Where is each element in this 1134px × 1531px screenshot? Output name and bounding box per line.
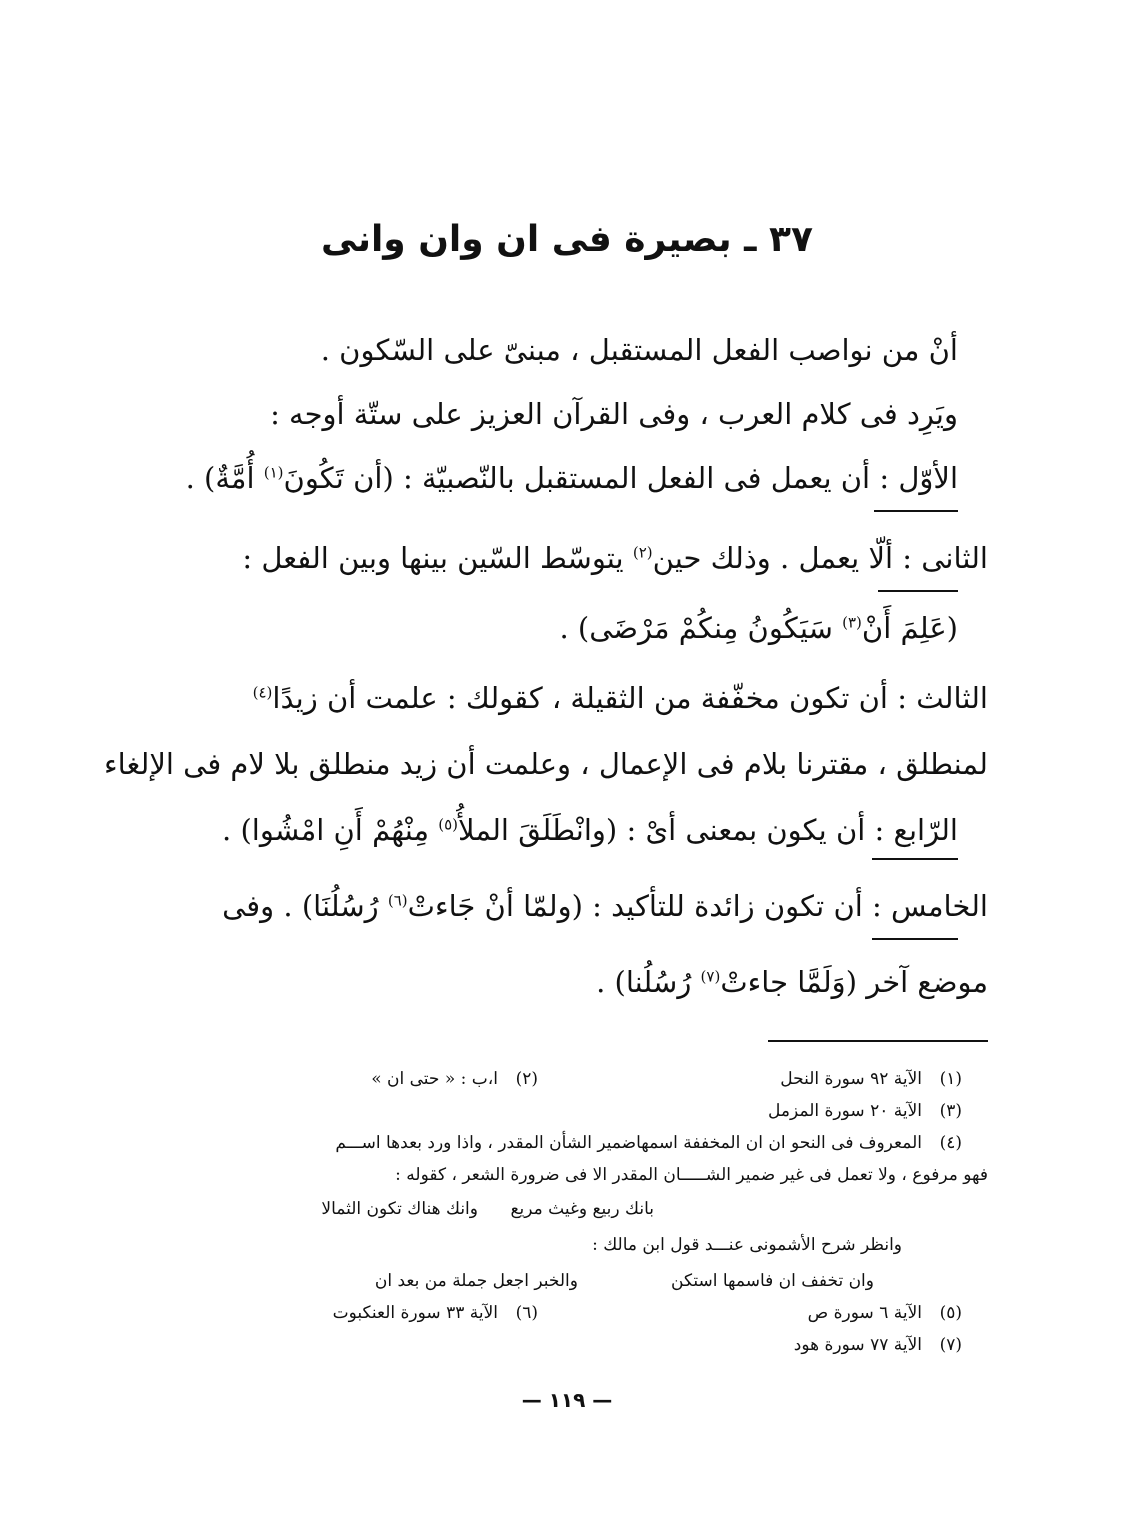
footnote-5 — [808, 1300, 962, 1326]
footnote-4-verse-2-a: وان تخفف ان فاسمها استكن — [671, 1271, 874, 1291]
body-line-second-quote — [559, 606, 958, 650]
footnote-6-number: (٦) — [515, 1303, 538, 1323]
footnote-3 — [768, 1098, 962, 1124]
case-label-first: الأوّل — [898, 461, 958, 495]
footnote-7-number: (٧) — [939, 1335, 962, 1355]
body-line-first-case — [186, 456, 958, 500]
second-case-end: يتوسّط السّين بينها وبين الفعل : — [242, 541, 633, 575]
footnote-4-line-1 — [335, 1130, 962, 1156]
label-underline-fourth — [872, 858, 958, 860]
footnote-4-verse-2-b: والخبر اجعل جملة من بعد ان — [374, 1271, 578, 1291]
footnote-ref-7[interactable]: (٧) — [700, 967, 721, 986]
first-case-text: : أن يعمل فى الفعل المستقبل بالنّصبيّة : (أن تَكُونَ — [283, 461, 899, 495]
footnote-5-number: (٥) — [939, 1303, 962, 1323]
footnote-separator — [768, 1040, 988, 1042]
body-line-fourth-case — [222, 808, 958, 852]
fifth-cont-end: رُسُلُنا) . — [596, 965, 701, 999]
fifth-case-end: رُسُلُنَا) . وفى — [222, 889, 388, 923]
footnote-1-number: (١) — [939, 1069, 962, 1089]
case-label-fifth: الخامس — [891, 889, 988, 923]
chapter-title: ٣٧ ـ بصيرة فى ان وان وانى — [321, 219, 813, 260]
fifth-case-text: : أن تكون زائدة للتأكيد : (ولمّا أنْ جَاءتْ — [407, 889, 892, 923]
body-line-fifth-cont — [596, 960, 988, 1004]
footnote-4-verse-1-b: وانك هناك تكون الثمالا — [321, 1199, 478, 1219]
footnote-4-line-3: وانظر شرح الأشمونى عنـــد قول ابن مالك : — [592, 1235, 902, 1255]
footnote-ref-2[interactable]: (٢) — [632, 543, 653, 562]
footnote-3-number: (٣) — [939, 1101, 962, 1121]
second-quote: (عَلِمَ أَنْ — [861, 611, 958, 645]
fourth-case-end: مِنْهُمْ أَنِ امْشُوا) . — [222, 813, 439, 847]
body-line-1: أنْ من نواصب الفعل المستقبل ، مبنىّ على السّكون . — [320, 333, 958, 367]
fourth-case-text: : أن يكون بمعنى أىْ : (وانْطَلَقَ الملأُ — [458, 813, 894, 847]
footnote-ref-6[interactable]: (٦) — [387, 891, 408, 910]
body-line-2: ويَرِد فى كلام العرب ، وفى القرآن العزيز على ستّة أوجه : — [270, 397, 958, 431]
footnote-ref-4[interactable]: (٤) — [252, 683, 273, 702]
footnote-6-text: الآية ٣٣ سورة العنكبوت — [332, 1303, 498, 1323]
footnote-5-text: الآية ٦ سورة ص — [807, 1303, 922, 1323]
case-label-second: الثانى — [921, 541, 988, 575]
footnote-4-number: (٤) — [939, 1133, 962, 1153]
label-underline-second — [878, 590, 958, 592]
footnote-7-text: الآية ٧٧ سورة هود — [793, 1335, 922, 1355]
footnote-4-line-2: فهو مرفوع ، ولا تعمل فى غير ضمير الشـــــان المقدر الا فى ضرورة الشعر ، كقوله : — [395, 1165, 988, 1185]
footnote-4-text-a: المعروف فى النحو ان ان المخففة اسمهاضمير الشأن المقدر ، واذا ورد بعدها اســـم — [335, 1133, 922, 1153]
footnote-6 — [333, 1300, 538, 1326]
body-line-second-case — [242, 536, 988, 580]
body-line-third-case — [253, 676, 988, 720]
first-case-end: أُمَّةٌ) . — [185, 461, 264, 495]
footnote-2 — [371, 1066, 538, 1092]
second-quote-end: سَيَكُونُ مِنكُمْ مَرْضَى) . — [559, 611, 843, 645]
label-underline-fifth — [872, 938, 958, 940]
footnote-3-text: الآية ٢٠ سورة المزمل — [768, 1101, 922, 1121]
footnote-7 — [794, 1332, 962, 1358]
page-number: — ١١٩ — — [521, 1388, 613, 1412]
footnote-ref-3[interactable]: (٣) — [842, 613, 862, 632]
footnote-1-text: الآية ٩٢ سورة النحل — [780, 1069, 922, 1089]
footnote-1 — [780, 1066, 962, 1092]
footnote-ref-1[interactable]: (١) — [263, 463, 284, 482]
third-case-text: الثالث : أن تكون مخفّفة من الثقيلة ، كقولك : علمت أن زيدًا — [272, 681, 988, 715]
footnote-2-number: (٢) — [515, 1069, 538, 1089]
body-line-fifth-case — [222, 884, 988, 928]
footnote-4-verse-1-a: بانك ربيع وغيث مريع — [510, 1199, 654, 1219]
footnote-ref-5[interactable]: (٥) — [438, 815, 459, 834]
fifth-cont-text: موضع آخر (وَلَمَّا جاءتْ — [720, 965, 988, 999]
footnote-2-text: ا،ب : « حتى ان » — [371, 1069, 498, 1089]
body-line-third-cont: لمنطلق ، مقترنا بلام فى الإعمال ، وعلمت أن زيد منطلق بلا لام فى الإلغاء — [104, 747, 988, 781]
label-underline-first — [874, 510, 958, 512]
second-case-text: : ألّا يعمل . وذلك حين — [652, 541, 922, 575]
case-label-fourth: الرّابع — [893, 813, 958, 847]
